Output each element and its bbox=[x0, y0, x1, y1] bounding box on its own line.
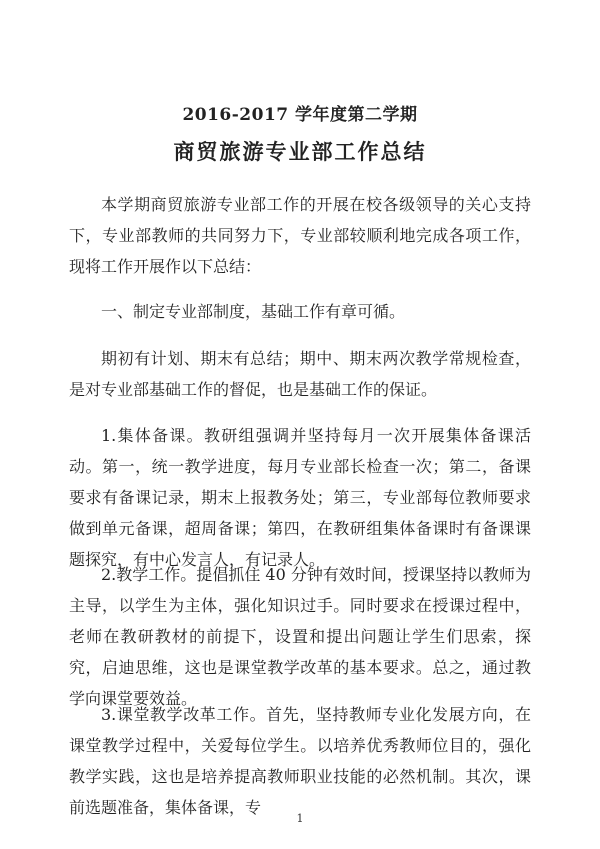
document-title-main: 商贸旅游专业部工作总结 bbox=[173, 139, 427, 164]
paragraph-plan-summary: 期初有计划、期末有总结；期中、期末两次教学常规检查，是对专业部基础工作的督促，也是基础工作的保证。 bbox=[69, 349, 531, 399]
paragraph-classroom-reform: 3.课堂教学改革工作。首先，坚持教师专业化发展方向，在课堂教学过程中，关爱每位学生。以培养优秀教师位目的，强化教学实践，这也是培养提高教师职业技能的必然机制。其次，课前选题准备，集体备课，专 bbox=[69, 705, 531, 817]
paragraph-section-heading-1: 一、制定专业部制度，基础工作有章可循。 bbox=[101, 302, 406, 321]
paragraph-teaching-work: 2.教学工作。提倡抓住 40 分钟有效时间，授课坚持以教师为主导，以学生为主体，强化知识过手。同时要求在授课过程中，老师在教研教材的前提下，设置和提出问题让学生们思索，探究，启迪思维，这也是课堂教学改革的基本要求。总之，通过教学向课堂要效益。 bbox=[69, 565, 531, 708]
paragraph-intro: 本学期商贸旅游专业部工作的开展在校各级领导的关心支持下，专业部教师的共同努力下，专业部较顺利地完成各项工作，现将工作开展作以下总结： bbox=[69, 195, 531, 276]
page-number: 1 bbox=[296, 812, 304, 825]
paragraph-collective-lesson-prep: 1.集体备课。教研组强调并坚持每月一次开展集体备课活动。第一，统一教学进度，每月专业部长检查一次；第二，备课要求有备课记录，期末上报教务处；第三，专业部每位教师要求做到单元备课，超周备课；第四，在教研组集体备课时有备课课题探究，有中心发言人，有记录人。 bbox=[69, 426, 531, 569]
document-title-term: 2016-2017 学年度第二学期 bbox=[182, 105, 418, 125]
